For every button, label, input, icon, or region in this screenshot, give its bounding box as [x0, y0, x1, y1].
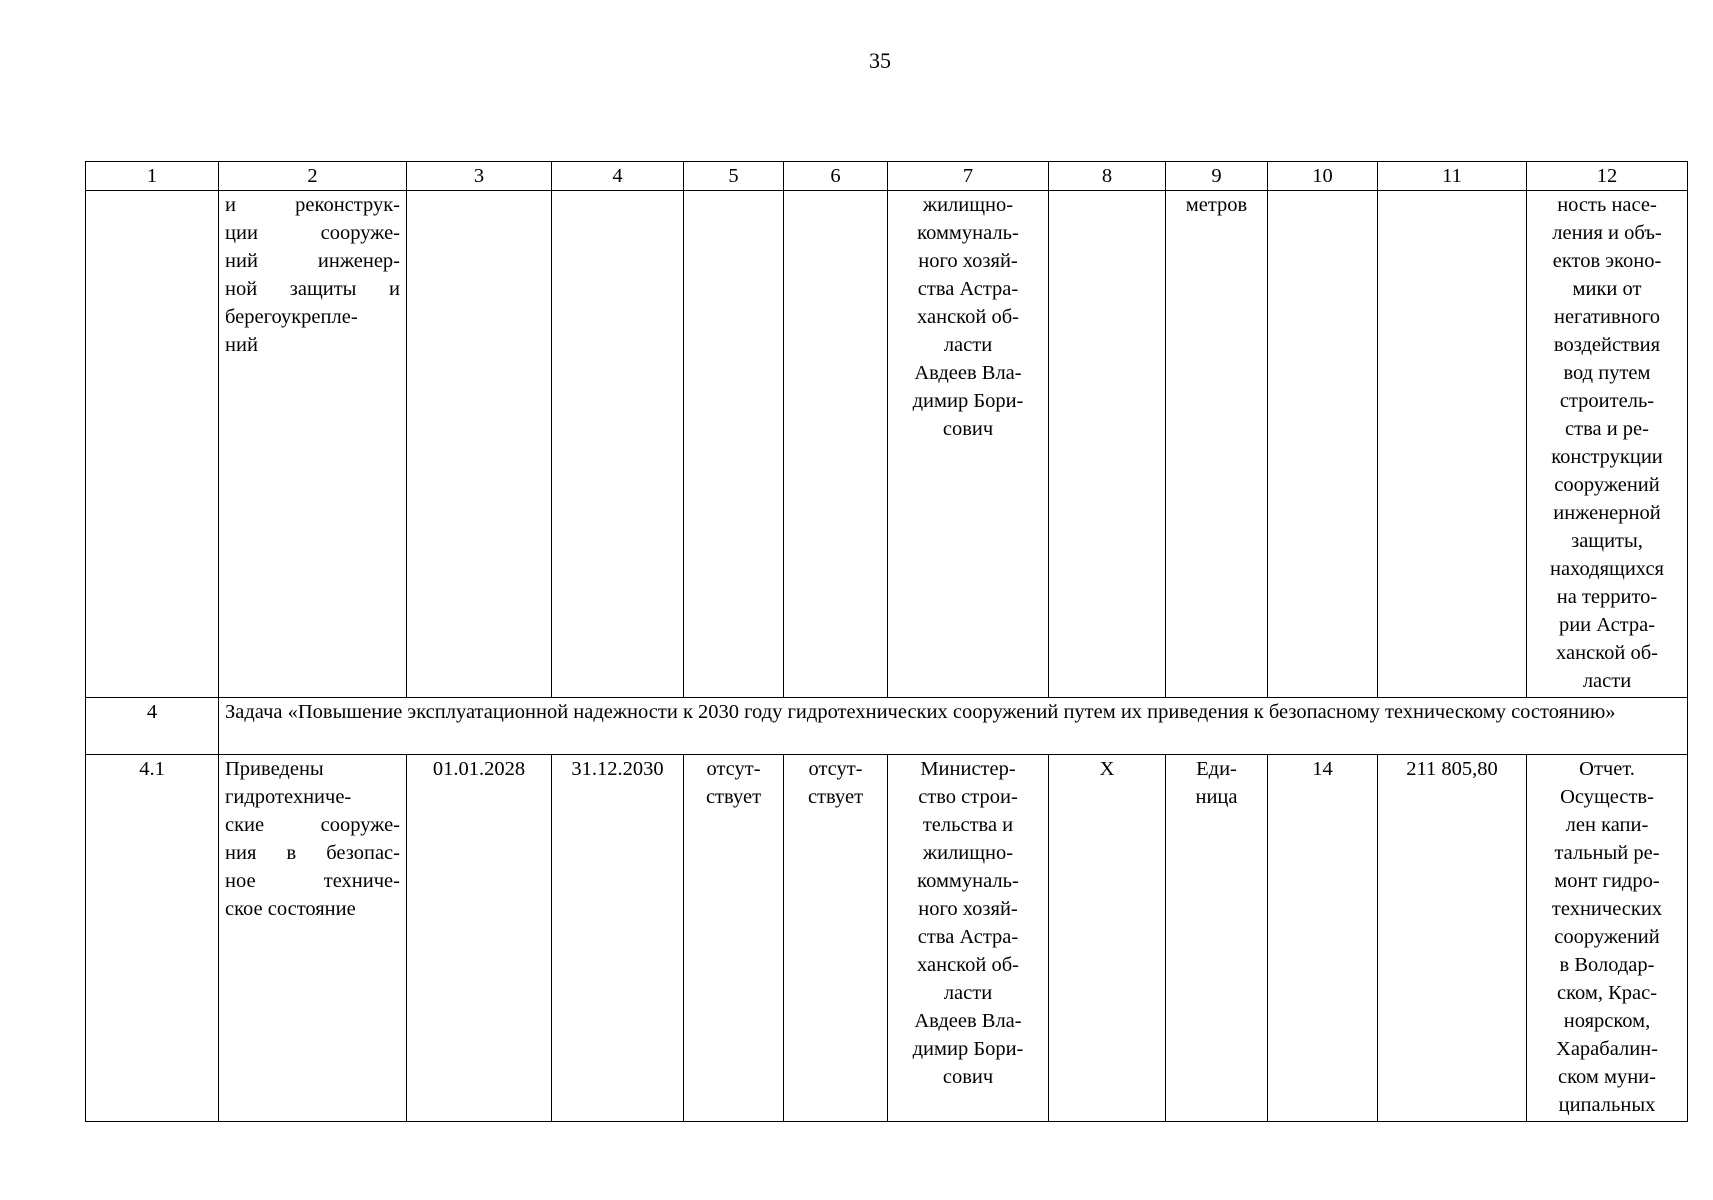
cell-text-line: ного хозяй- [918, 898, 1018, 920]
cell-text-line: вод путем [1563, 362, 1651, 384]
cell-result [1527, 755, 1688, 1122]
cell-col8: X [1049, 755, 1166, 1122]
cell-start-date: 01.01.2028 [407, 755, 552, 1122]
cell-text-line: воздействия [1553, 334, 1661, 356]
cell-col6 [784, 755, 888, 1122]
column-number: 8 [1049, 162, 1166, 191]
cell-text-line: Авдеев Вла- [914, 362, 1022, 384]
cell-text-line: ханской об- [917, 306, 1019, 328]
cell-text-line: Авдеев Вла- [914, 1010, 1022, 1032]
cell-text-line: ласти [943, 334, 993, 356]
column-number: 3 [407, 162, 552, 191]
cell-text-line: коммуналь- [917, 870, 1019, 892]
cell-text-line: сович [942, 1066, 994, 1088]
cell-text-line: жилищно- [922, 842, 1014, 864]
cell-text-line: ство строи- [918, 786, 1018, 808]
cell-text-line: жилищно- [922, 194, 1014, 216]
cell-text-line: ские сооруже- [225, 814, 400, 836]
cell-text-line: димир Бори- [912, 1038, 1024, 1060]
cell-text-line: Приведены [225, 758, 324, 780]
cell-end-date: 31.12.2030 [552, 755, 684, 1122]
column-number: 1 [86, 162, 219, 191]
cell-text-line: мики от [1572, 278, 1642, 300]
column-number: 5 [684, 162, 784, 191]
cell-text-line: ствует [807, 786, 864, 808]
cell-text-line: ханской об- [1556, 642, 1658, 664]
cell-unit: метров [1166, 191, 1268, 698]
column-number: 4 [552, 162, 684, 191]
cell-event-name [219, 191, 407, 698]
task-row [86, 698, 1688, 755]
cell-text-line: ципальных [1558, 1094, 1656, 1116]
cell-text-line: ском муни- [1558, 1066, 1656, 1088]
table-row [86, 755, 1688, 1122]
cell-text-line: монт гидро- [1554, 870, 1660, 892]
cell-text-line: лен капи- [1565, 814, 1649, 836]
cell-text-line: ность насе- [1557, 194, 1657, 216]
cell-text-line: негативного [1553, 306, 1661, 328]
cell-text-line: конструкции [1551, 446, 1663, 468]
cell-text-line: рии Астра- [1558, 614, 1656, 636]
column-number: 10 [1268, 162, 1378, 191]
cell-number [86, 191, 219, 698]
cell-text-line: инженерной [1553, 502, 1661, 524]
cell-text-line: гидротехниче- [225, 786, 352, 808]
cell-text-line: ектов эконо- [1552, 250, 1662, 272]
cell-text-line: защиты, [1571, 530, 1643, 552]
cell-text-line: Министер- [920, 758, 1016, 780]
cell-text-line: в Володар- [1559, 954, 1655, 976]
cell-text-line: сооружений [1554, 474, 1660, 496]
cell-number: 4.1 [86, 755, 219, 1122]
cell-text-line: Осуществ- [1560, 786, 1654, 808]
cell-text-line: сооружений [1554, 926, 1660, 948]
cell-text-line: ции сооруже- [225, 222, 400, 244]
cell-text-line: ница [1195, 786, 1238, 808]
cell-text-line: строитель- [1559, 390, 1655, 412]
cell-text-line: ноярском, [1563, 1010, 1651, 1032]
cell-col8 [1049, 191, 1166, 698]
cell-text-line: ния в безопас- [225, 842, 400, 864]
cell-text-line: димир Бори- [912, 390, 1024, 412]
cell-text-line: отсут- [808, 758, 863, 780]
column-number-row [86, 162, 1688, 191]
cell-text-line: сович [942, 418, 994, 440]
cell-text-line: ное техниче- [225, 870, 400, 892]
cell-text-line: ства и ре- [1565, 418, 1649, 440]
cell-text-line: и реконструк- [225, 194, 400, 216]
cell-col11: 211 805,80 [1378, 755, 1527, 1122]
task-title: Задача «Повышение эксплуатационной надежности к 2030 году гидротехнических сооружений путем их приведения к безопасному техническому состоянию» [219, 698, 1688, 755]
cell-text-line: ское состояние [225, 898, 356, 920]
cell-text-line: ствует [705, 786, 762, 808]
cell-col5 [684, 755, 784, 1122]
table-row [86, 191, 1688, 698]
column-number: 2 [219, 162, 407, 191]
cell-text-line: отсут- [706, 758, 761, 780]
cell-text-line: ства Астра- [917, 278, 1019, 300]
cell-responsible [888, 191, 1049, 698]
cell-text-line: находящихся [1549, 558, 1664, 580]
page-number: 35 [869, 48, 891, 73]
cell-col10: 14 [1268, 755, 1378, 1122]
column-number: 9 [1166, 162, 1268, 191]
column-number: 11 [1378, 162, 1527, 191]
cell-responsible [888, 755, 1049, 1122]
cell-text-line: на террито- [1556, 586, 1658, 608]
task-number: 4 [86, 698, 219, 755]
cell-text-line: ском, Крас- [1556, 982, 1658, 1004]
cell-text-line: ний инженер- [225, 250, 400, 272]
cell-col6 [784, 191, 888, 698]
cell-text-line: ласти [1582, 670, 1632, 692]
column-number: 12 [1527, 162, 1688, 191]
cell-text-line: ства Астра- [917, 926, 1019, 948]
cell-col11 [1378, 191, 1527, 698]
column-number: 7 [888, 162, 1049, 191]
cell-start-date [407, 191, 552, 698]
cell-text-line: ханской об- [917, 954, 1019, 976]
cell-text-line: ной защиты и [225, 278, 400, 300]
cell-col10 [1268, 191, 1378, 698]
cell-text-line: ного хозяй- [918, 250, 1018, 272]
cell-result [1527, 191, 1688, 698]
cell-text-line: тельства и [922, 814, 1014, 836]
cell-text-line: Харабалин- [1556, 1038, 1658, 1060]
data-table [85, 161, 1688, 1122]
cell-text-line: ления и объ- [1552, 222, 1662, 244]
cell-text-line: ний [225, 334, 258, 356]
cell-text-line: коммуналь- [917, 222, 1019, 244]
cell-text-line: Отчет. [1579, 758, 1635, 780]
cell-text-line: Еди- [1196, 758, 1237, 780]
cell-col5 [684, 191, 784, 698]
cell-text-line: берегоукрепле- [225, 306, 358, 328]
cell-unit [1166, 755, 1268, 1122]
cell-text-line: технических [1551, 898, 1663, 920]
cell-text-line: ласти [943, 982, 993, 1004]
cell-text-line: тальный ре- [1554, 842, 1660, 864]
cell-end-date [552, 191, 684, 698]
column-number: 6 [784, 162, 888, 191]
cell-event-name [219, 755, 407, 1122]
